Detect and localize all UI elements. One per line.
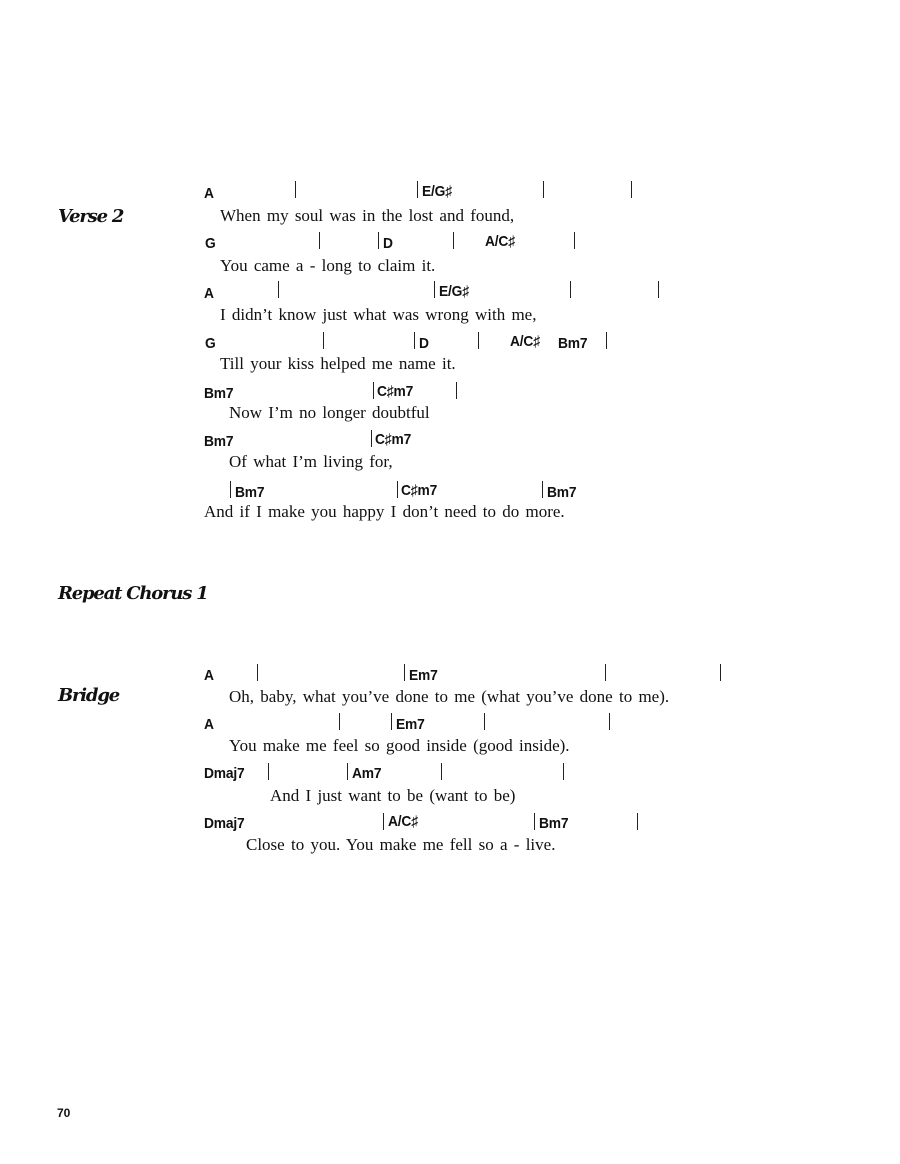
bar-line: [434, 281, 435, 298]
chord: Bm7: [235, 484, 265, 501]
chord: C♯m7: [377, 383, 414, 400]
bar-line: [720, 664, 721, 681]
bar-line: [397, 481, 398, 498]
bar-line: [542, 481, 543, 498]
chord: Bm7: [204, 433, 234, 450]
chord: A/C♯: [510, 333, 540, 350]
section-label-verse-2: Verse 2: [58, 206, 124, 227]
bar-line: [347, 763, 348, 780]
bar-line: [570, 281, 571, 298]
bar-line: [534, 813, 535, 830]
chord: Dmaj7: [204, 765, 245, 782]
lyric-line: You make me feel so good inside (good inside).: [229, 736, 570, 755]
lyric-line: Now I’m no longer doubtful: [229, 403, 430, 422]
bar-line: [278, 281, 279, 298]
chord: E/G♯: [422, 183, 452, 200]
lyric-line: Of what I’m living for,: [229, 452, 393, 471]
bar-line: [606, 332, 607, 349]
chord: G: [205, 335, 216, 352]
lyric-line: And if I make you happy I don’t need to do more.: [204, 502, 565, 521]
bar-line: [319, 232, 320, 249]
bar-line: [383, 813, 384, 830]
bar-line: [404, 664, 405, 681]
lyric-line: Till your kiss helped me name it.: [220, 354, 456, 373]
lyric-line: Close to you. You make me fell so a - live.: [246, 835, 556, 854]
chord: Bm7: [539, 815, 569, 832]
bar-line: [637, 813, 638, 830]
chord: A/C♯: [485, 233, 515, 250]
chord: A: [204, 285, 214, 302]
lyric-line: Oh, baby, what you’ve done to me (what you’ve done to me).: [229, 687, 670, 706]
chord: Am7: [352, 765, 382, 782]
chord: A/C♯: [388, 813, 418, 830]
chord: C♯m7: [401, 482, 438, 499]
bar-line: [339, 713, 340, 730]
lyric-line: You came a - long to claim it.: [220, 256, 436, 275]
chord: Em7: [409, 667, 438, 684]
bar-line: [268, 763, 269, 780]
bar-line: [543, 181, 544, 198]
section-label-repeat-chorus: Repeat Chorus 1: [58, 583, 208, 604]
bar-line: [478, 332, 479, 349]
bar-line: [378, 232, 379, 249]
chord: Dmaj7: [204, 815, 245, 832]
bar-line: [453, 232, 454, 249]
chord: E/G♯: [439, 283, 469, 300]
chord: Bm7: [547, 484, 577, 501]
bar-line: [605, 664, 606, 681]
bar-line: [484, 713, 485, 730]
lyric-line: I didn’t know just what was wrong with me,: [220, 305, 537, 324]
bar-line: [230, 481, 231, 498]
chord: A: [204, 716, 214, 733]
bar-line: [563, 763, 564, 780]
bar-line: [373, 382, 374, 399]
chord: Em7: [396, 716, 425, 733]
chord: A: [204, 667, 214, 684]
chord: D: [383, 235, 393, 252]
bar-line: [441, 763, 442, 780]
page-number: 70: [57, 1106, 71, 1120]
chord: Bm7: [558, 335, 588, 352]
bar-line: [391, 713, 392, 730]
lyric-line: And I just want to be (want to be): [270, 786, 516, 805]
chord: D: [419, 335, 429, 352]
bar-line: [456, 382, 457, 399]
chord: A: [204, 185, 214, 202]
bar-line: [257, 664, 258, 681]
bar-line: [631, 181, 632, 198]
bar-line: [371, 430, 372, 447]
section-label-bridge: Bridge: [58, 685, 119, 706]
bar-line: [417, 181, 418, 198]
chord: C♯m7: [375, 431, 412, 448]
bar-line: [658, 281, 659, 298]
lyric-line: When my soul was in the lost and found,: [220, 206, 515, 225]
bar-line: [414, 332, 415, 349]
bar-line: [295, 181, 296, 198]
chord: G: [205, 235, 216, 252]
bar-line: [323, 332, 324, 349]
bar-line: [574, 232, 575, 249]
chord: Bm7: [204, 385, 234, 402]
bar-line: [609, 713, 610, 730]
